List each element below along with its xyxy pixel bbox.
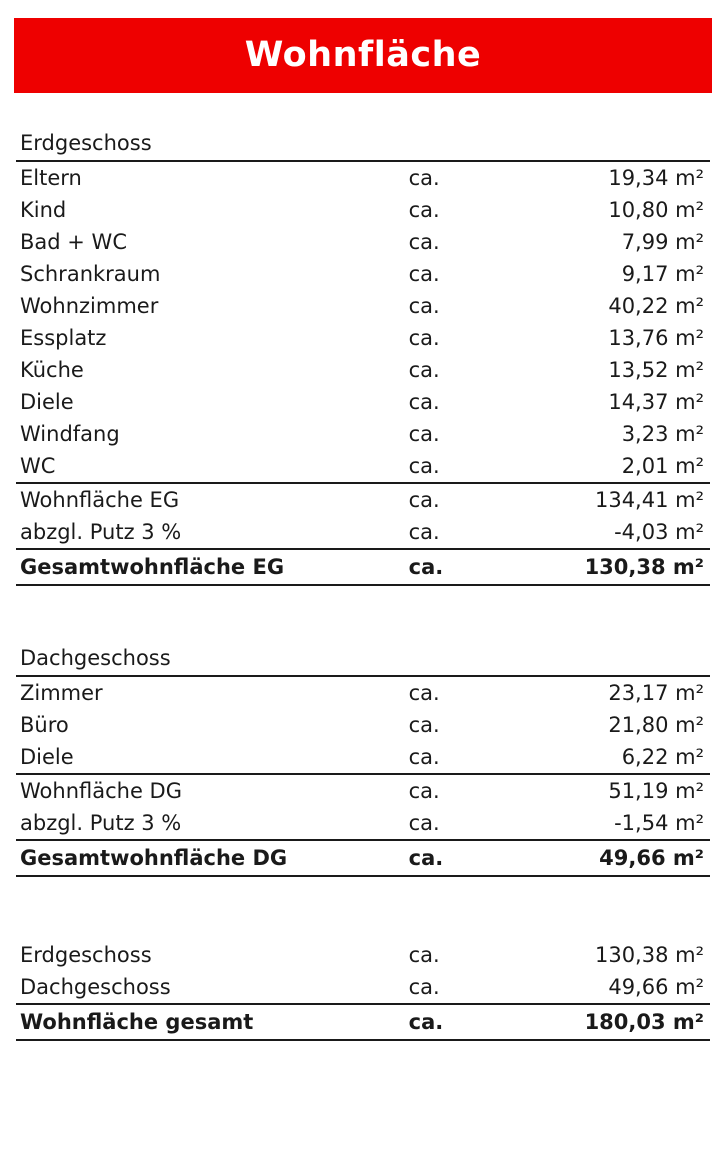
approx-label: ca. [408, 681, 440, 705]
total-row [16, 840, 710, 876]
room-label: Diele [16, 741, 405, 774]
approx-label: ca. [405, 840, 523, 876]
ground-floor-table [16, 127, 710, 586]
total-value: 130,38 m² [523, 549, 710, 585]
table-row [16, 290, 710, 322]
deduction-label: abzgl. Putz 3 % [16, 807, 405, 840]
room-area: 7,99 m² [621, 230, 704, 254]
approx-label: ca. [408, 166, 440, 190]
floor-area: 130,38 m² [594, 943, 704, 967]
table-row [16, 418, 710, 450]
room-area: 21,80 m² [608, 713, 704, 737]
table-row [16, 258, 710, 290]
section-heading: Erdgeschoss [16, 127, 710, 161]
table-row [16, 194, 710, 226]
section-heading-row [16, 127, 710, 161]
room-area: 23,17 m² [608, 681, 704, 705]
room-label: Wohnzimmer [20, 294, 159, 318]
room-label: Büro [20, 713, 69, 737]
approx-label: ca. [405, 1004, 523, 1040]
room-label: Kind [20, 198, 67, 222]
document-title-banner [14, 18, 712, 93]
room-area: 9,17 m² [621, 262, 704, 286]
approx-label: ca. [408, 358, 440, 382]
approx-label: ca. [408, 488, 440, 512]
section-heading: Dachgeschoss [16, 642, 710, 676]
room-label: Eltern [20, 166, 82, 190]
table-row [16, 386, 710, 418]
subtotal-row [16, 774, 710, 807]
table-row [16, 450, 710, 483]
approx-label: ca. [405, 807, 523, 840]
table-row [16, 226, 710, 258]
total-label: Gesamtwohnfläche DG [16, 840, 405, 876]
approx-label: ca. [408, 198, 440, 222]
room-label: Diele [20, 390, 74, 414]
room-area: 10,80 m² [608, 198, 704, 222]
summary-spacer [16, 877, 710, 939]
room-area: 40,22 m² [608, 294, 704, 318]
approx-label: ca. [408, 422, 440, 446]
subtotal-value: 51,19 m² [608, 779, 704, 803]
table-row [16, 322, 710, 354]
total-label: Gesamtwohnfläche EG [16, 549, 405, 585]
room-label: Essplatz [20, 326, 107, 350]
approx-label: ca. [408, 326, 440, 350]
approx-label: ca. [408, 262, 440, 286]
room-label: Windfang [20, 422, 120, 446]
subtotal-value: 134,41 m² [594, 488, 704, 512]
room-area: 6,22 m² [523, 741, 710, 774]
grand-total-row [16, 1004, 710, 1040]
room-label: WC [16, 450, 405, 483]
table-row [16, 939, 710, 971]
approx-label: ca. [405, 971, 523, 1004]
room-area: 2,01 m² [523, 450, 710, 483]
approx-label: ca. [408, 713, 440, 737]
room-area: 13,52 m² [608, 358, 704, 382]
room-label: Bad + WC [20, 230, 127, 254]
deduction-row [16, 807, 710, 840]
table-row [16, 354, 710, 386]
room-area: 19,34 m² [608, 166, 704, 190]
subtotal-label: Wohnfläche EG [20, 488, 180, 512]
deduction-value: -1,54 m² [523, 807, 710, 840]
deduction-row [16, 516, 710, 549]
deduction-value: -4,03 m² [523, 516, 710, 549]
approx-label: ca. [408, 294, 440, 318]
attic-floor-table [16, 642, 710, 877]
room-area: 13,76 m² [608, 326, 704, 350]
table-row [16, 741, 710, 774]
room-label: Zimmer [20, 681, 103, 705]
page-title: Wohnfläche [244, 35, 482, 75]
living-area-document [0, 18, 726, 1161]
approx-label: ca. [405, 741, 523, 774]
subtotal-label: Wohnfläche DG [20, 779, 182, 803]
table-row [16, 161, 710, 194]
floor-label: Erdgeschoss [20, 943, 152, 967]
room-label: Schrankraum [20, 262, 161, 286]
approx-label: ca. [405, 516, 523, 549]
grand-total-label: Wohnfläche gesamt [16, 1004, 405, 1040]
approx-label: ca. [408, 230, 440, 254]
total-value: 49,66 m² [523, 840, 710, 876]
room-area: 3,23 m² [621, 422, 704, 446]
approx-label: ca. [408, 390, 440, 414]
grand-total-value: 180,03 m² [523, 1004, 710, 1040]
approx-label: ca. [405, 549, 523, 585]
floor-label: Dachgeschoss [16, 971, 405, 1004]
table-row [16, 709, 710, 741]
summary-table [16, 939, 710, 1041]
approx-label: ca. [408, 943, 440, 967]
document-content [0, 127, 726, 1041]
floor-area: 49,66 m² [523, 971, 710, 1004]
total-row [16, 549, 710, 585]
deduction-label: abzgl. Putz 3 % [16, 516, 405, 549]
section-spacer [16, 586, 710, 642]
table-row [16, 676, 710, 709]
room-area: 14,37 m² [608, 390, 704, 414]
approx-label: ca. [405, 450, 523, 483]
room-label: Küche [20, 358, 84, 382]
table-row [16, 971, 710, 1004]
section-heading-row [16, 642, 710, 676]
subtotal-row [16, 483, 710, 516]
approx-label: ca. [408, 779, 440, 803]
